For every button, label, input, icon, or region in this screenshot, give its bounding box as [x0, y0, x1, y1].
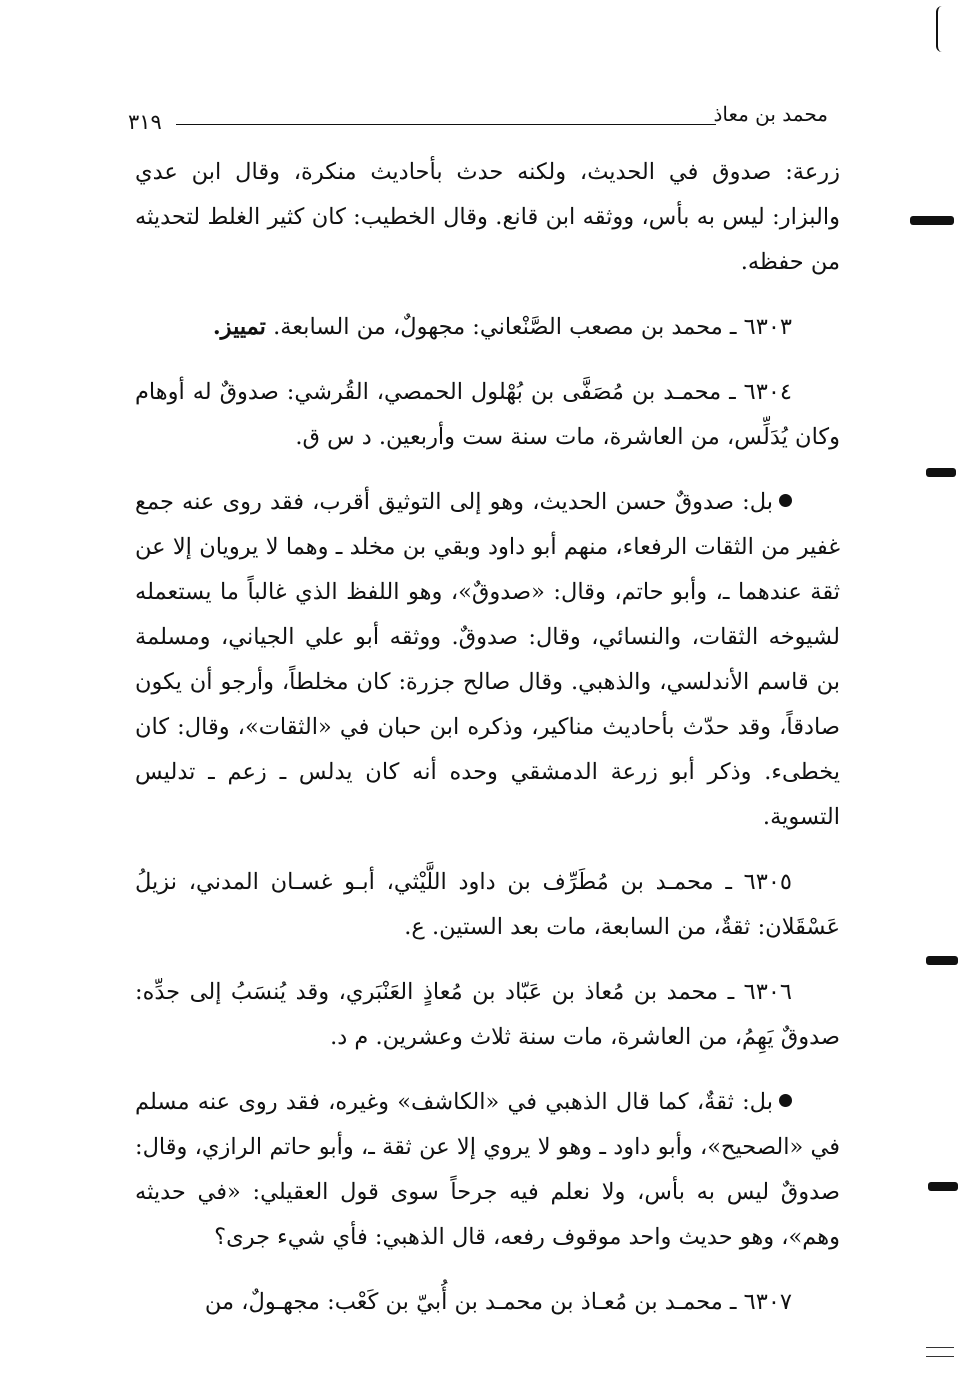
entry-6303-tag: تمييز.	[212, 314, 266, 340]
margin-marker	[910, 216, 954, 225]
running-header	[128, 100, 828, 136]
margin-marker	[926, 956, 958, 965]
page-number: ٣١٩	[128, 110, 162, 134]
comment-6306-text: بل: ثقةٌ، كما قال الذهبي في «الكاشف» وغيره، فقد روى عنه مسلم في «الصحيح»، وأبو داود ـ وهو لا يروي إلا عن ثقة ـ، وأبو حاتم الرازي، وقال: صدوقٌ ليس به بأس، ولا نعلم فيه جرحاً سوى قول العقيلي: «في حديثه وهم»، وهو حديث واحد موقوف رفعه، قال الذهبي: فأي شيء جرى؟	[135, 1089, 840, 1250]
bullet-icon	[779, 1094, 792, 1107]
margin-marker	[928, 1182, 958, 1191]
corner-bracket-mark	[936, 6, 948, 52]
entry-6305: ٦٣٠٥ ـ محمـد بن مُطَرِّف بن داود اللَّيْثي، أبـو غسـان المدني، نزيلُ عَسْقَلان: ثقةٌ، من السابعة، مات بعد الستين. ع.	[135, 869, 840, 940]
entry-6303-text: ٦٣٠٣ ـ محمد بن مصعب الصَّنْعاني: مجهولٌ، من السابعة.	[273, 314, 792, 340]
comment-6304	[135, 480, 840, 840]
page-body	[135, 150, 840, 1325]
header-title: محمد بن معاذ	[713, 102, 828, 126]
corner-lines-mark	[926, 1339, 954, 1357]
margin-marker	[926, 468, 956, 477]
entry-6307: ٦٣٠٧ ـ محمـد بن مُعـاذ بن محمـد بن أُبيّ بن كَعْب: مجهـولٌ، من	[204, 1289, 792, 1315]
comment-6306	[135, 1080, 840, 1260]
paragraph-continuation: زرعة: صدوق في الحديث، ولكنه حدث بأحاديث منكرة، وقال ابن عدي والبزار: ليس به بأس، ووثقه ابن قانع. وقال الخطيب: كان كثير الغلط لتحديثه من حفظه.	[135, 159, 840, 275]
header-rule	[176, 124, 716, 125]
entry-6304: ٦٣٠٤ ـ محمـد بن مُصَفَّى بن بُهْلول الحمصي، القُرشي: صدوقٌ له أوهام وكان يُدَلِّس، من العاشرة، مات سنة ست وأربعين. د س ق.	[135, 379, 840, 450]
bullet-icon	[779, 494, 792, 507]
comment-6304-text: بل: صدوقٌ حسن الحديث، وهو إلى التوثيق أقرب، فقد روى عنه جمع غفير من الثقات الرفعاء، منهم أبو داود وبقي بن مخلد ـ وهما لا يرويان إلا عن ثقة عندهما ـ، وأبو حاتم، وقال: «صدوقٌ»، وهو اللفظ الذي غالباً ما يستعمله لشيوخه الثقات، والنسائي، وقال: صدوقٌ. ووثقه أبو علي الجياني، ومسلمة بن قاسم الأندلسي، والذهبي. وقال صالح جزرة: كان مخلطاً، وأرجو أن يكون صادقاً، وقد حدّث بأحاديث مناكير، وذكره ابن حبان في «الثقات»، وقال: كان يخطىء. وذكر أبو زرعة الدمشقي وحده أنه كان يدلس ـ زعم ـ تدليس التسوية.	[135, 489, 840, 830]
entry-6306: ٦٣٠٦ ـ محمد بن مُعاذ بن عَبّاد بن مُعاذٍ العَنْبَري، وقد يُنسَبُ إلى جدِّه: صدوقٌ يَهِمُ، من العاشرة، مات سنة ثلاث وعشرين. م د.	[135, 979, 840, 1050]
entry-6303	[135, 305, 840, 350]
